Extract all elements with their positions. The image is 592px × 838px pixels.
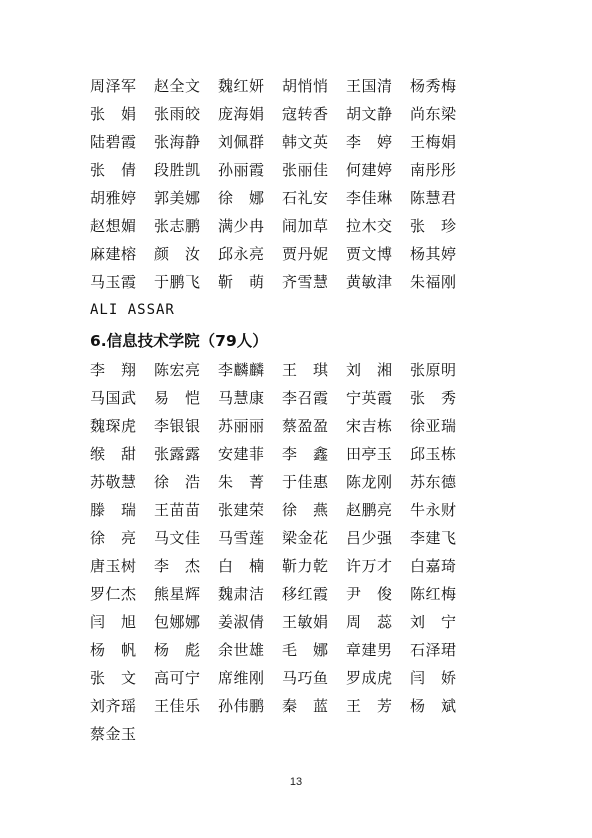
name-entry: 陈宏亮 (154, 361, 201, 379)
name-entry: 贾文博 (346, 245, 393, 263)
name-entry: 石礼安 (282, 189, 329, 207)
name-entry: 徐 亮 (90, 529, 137, 547)
name-entry: 宋吉栋 (346, 417, 393, 435)
name-entry: 庞海娟 (218, 105, 265, 123)
name-entry: 胡文静 (346, 105, 393, 123)
name-entry: 马雪莲 (218, 529, 265, 547)
name-entry: 齐雪慧 (282, 273, 329, 291)
name-entry: 张露露 (154, 445, 201, 463)
name-entry: 徐亚瑞 (410, 417, 457, 435)
name-entry: 赵鹏亮 (346, 501, 393, 519)
page-number: 13 (289, 776, 303, 788)
name-entry: 张 珍 (410, 217, 457, 235)
name-entry: 苏东德 (410, 473, 457, 491)
name-entry: 麻建榕 (90, 245, 137, 263)
name-grid-previous-section (90, 72, 510, 296)
name-entry: 张丽佳 (282, 161, 329, 179)
name-entry: 易 恺 (154, 389, 201, 407)
name-entry: 李建飞 (410, 529, 457, 547)
name-entry: 罗仁杰 (90, 585, 137, 603)
name-entry: 马巧鱼 (282, 669, 329, 687)
name-entry: 杨 帆 (90, 641, 137, 659)
latin-name-entry: ALI ASSAR (90, 302, 175, 318)
name-entry: 张 秀 (410, 389, 457, 407)
section-heading-information-technology: 6.信息技术学院（79人） (90, 332, 268, 350)
name-entry: 陆碧霞 (90, 133, 137, 151)
name-entry: 吕少强 (346, 529, 393, 547)
name-entry: 刘齐瑶 (90, 697, 137, 715)
name-entry: 李召霞 (282, 389, 329, 407)
name-entry: 孙丽霞 (218, 161, 265, 179)
name-entry: 徐 浩 (154, 473, 201, 491)
name-entry: 杨其婷 (410, 245, 457, 263)
name-entry: 马国武 (90, 389, 137, 407)
name-entry: 何建婷 (346, 161, 393, 179)
name-entry: 王梅娟 (410, 133, 457, 151)
name-entry: 许万才 (346, 557, 393, 575)
name-entry: 宁英霞 (346, 389, 393, 407)
name-entry: 满少冉 (218, 217, 265, 235)
name-entry: 田亭玉 (346, 445, 393, 463)
name-entry: 缑 甜 (90, 445, 137, 463)
name-entry: 朱福刚 (410, 273, 457, 291)
name-entry: 王敏娟 (282, 613, 329, 631)
name-entry: 李 鑫 (282, 445, 329, 463)
name-entry: 徐 燕 (282, 501, 329, 519)
name-entry: 苏丽丽 (218, 417, 265, 435)
name-entry: 蔡金玉 (90, 725, 137, 743)
name-entry: 杨秀梅 (410, 77, 457, 95)
name-entry: 包娜娜 (154, 613, 201, 631)
name-entry: 李佳琳 (346, 189, 393, 207)
name-entry: 闫 娇 (410, 669, 457, 687)
name-entry: 马玉霞 (90, 273, 137, 291)
name-entry: 靳力乾 (282, 557, 329, 575)
name-entry: 张 倩 (90, 161, 137, 179)
name-entry: 胡雅婷 (90, 189, 137, 207)
name-entry: 刘 宁 (410, 613, 457, 631)
name-entry: 罗成虎 (346, 669, 393, 687)
name-entry: 靳 萌 (218, 273, 265, 291)
name-entry: 陈红梅 (410, 585, 457, 603)
name-entry: 韩文英 (282, 133, 329, 151)
name-entry: 牛永财 (410, 501, 457, 519)
name-entry: 贾丹妮 (282, 245, 329, 263)
name-entry: 滕 瑞 (90, 501, 137, 519)
name-entry: 周泽军 (90, 77, 137, 95)
name-entry: 王 琪 (282, 361, 329, 379)
name-entry: 拉木交 (346, 217, 393, 235)
name-entry: 周 蕊 (346, 613, 393, 631)
name-entry: 陈龙刚 (346, 473, 393, 491)
name-entry: 杨 斌 (410, 697, 457, 715)
name-entry: 尚东梁 (410, 105, 457, 123)
name-entry: 张原明 (410, 361, 457, 379)
name-entry: 马文佳 (154, 529, 201, 547)
name-entry: 熊星辉 (154, 585, 201, 603)
name-entry: 魏红妍 (218, 77, 265, 95)
name-entry: 李银银 (154, 417, 201, 435)
name-entry: 刘 湘 (346, 361, 393, 379)
name-entry: 章建男 (346, 641, 393, 659)
name-entry: 秦 蓝 (282, 697, 329, 715)
name-entry: 李 翔 (90, 361, 137, 379)
name-entry: 于佳惠 (282, 473, 329, 491)
name-entry: 张 文 (90, 669, 137, 687)
name-entry: 邱玉栋 (410, 445, 457, 463)
name-entry: 郭美娜 (154, 189, 201, 207)
name-entry: 徐 娜 (218, 189, 265, 207)
name-entry: 白嘉琦 (410, 557, 457, 575)
name-entry: 唐玉树 (90, 557, 137, 575)
name-entry: 寇转香 (282, 105, 329, 123)
name-entry: 朱 菁 (218, 473, 265, 491)
name-entry: 白 楠 (218, 557, 265, 575)
name-entry: 邱永亮 (218, 245, 265, 263)
name-entry: 陈慧君 (410, 189, 457, 207)
name-entry: 王苗苗 (154, 501, 201, 519)
name-entry: 尹 俊 (346, 585, 393, 603)
name-entry: 颜 汝 (154, 245, 201, 263)
name-entry: 姜淑倩 (218, 613, 265, 631)
name-entry: 李 杰 (154, 557, 201, 575)
name-entry: 南彤彤 (410, 161, 457, 179)
name-entry: 梁金花 (282, 529, 329, 547)
name-entry: 赵全文 (154, 77, 201, 95)
name-entry: 石泽珺 (410, 641, 457, 659)
name-entry: 闹加草 (282, 217, 329, 235)
name-entry: 王佳乐 (154, 697, 201, 715)
name-entry: 魏琛虎 (90, 417, 137, 435)
name-entry: 王国清 (346, 77, 393, 95)
name-entry: 移红霞 (282, 585, 329, 603)
name-entry: 毛 娜 (282, 641, 329, 659)
name-entry: 马慧康 (218, 389, 265, 407)
name-entry: 席维刚 (218, 669, 265, 687)
name-entry: 王 芳 (346, 697, 393, 715)
name-entry: 张雨皎 (154, 105, 201, 123)
name-entry: 余世雄 (218, 641, 265, 659)
name-grid-information-technology (90, 356, 510, 748)
name-entry: 黄敏津 (346, 273, 393, 291)
name-entry: 苏敬慧 (90, 473, 137, 491)
name-entry: 张海静 (154, 133, 201, 151)
page-content (90, 72, 510, 748)
name-entry: 刘佩群 (218, 133, 265, 151)
name-entry: 杨 彪 (154, 641, 201, 659)
name-entry: 蔡盈盈 (282, 417, 329, 435)
name-entry: 张志鹏 (154, 217, 201, 235)
name-entry: 闫 旭 (90, 613, 137, 631)
name-entry: 李 婷 (346, 133, 393, 151)
name-entry: 胡悄悄 (282, 77, 329, 95)
name-entry: 安建菲 (218, 445, 265, 463)
name-entry: 赵想媚 (90, 217, 137, 235)
name-entry: 孙伟鹏 (218, 697, 265, 715)
name-entry: 于鹏飞 (154, 273, 201, 291)
name-entry: 李麟麟 (218, 361, 265, 379)
name-entry: 张建荣 (218, 501, 265, 519)
name-entry: 张 娟 (90, 105, 137, 123)
name-entry: 高可宁 (154, 669, 201, 687)
name-entry: 魏肃洁 (218, 585, 265, 603)
name-entry: 段胜凯 (154, 161, 201, 179)
